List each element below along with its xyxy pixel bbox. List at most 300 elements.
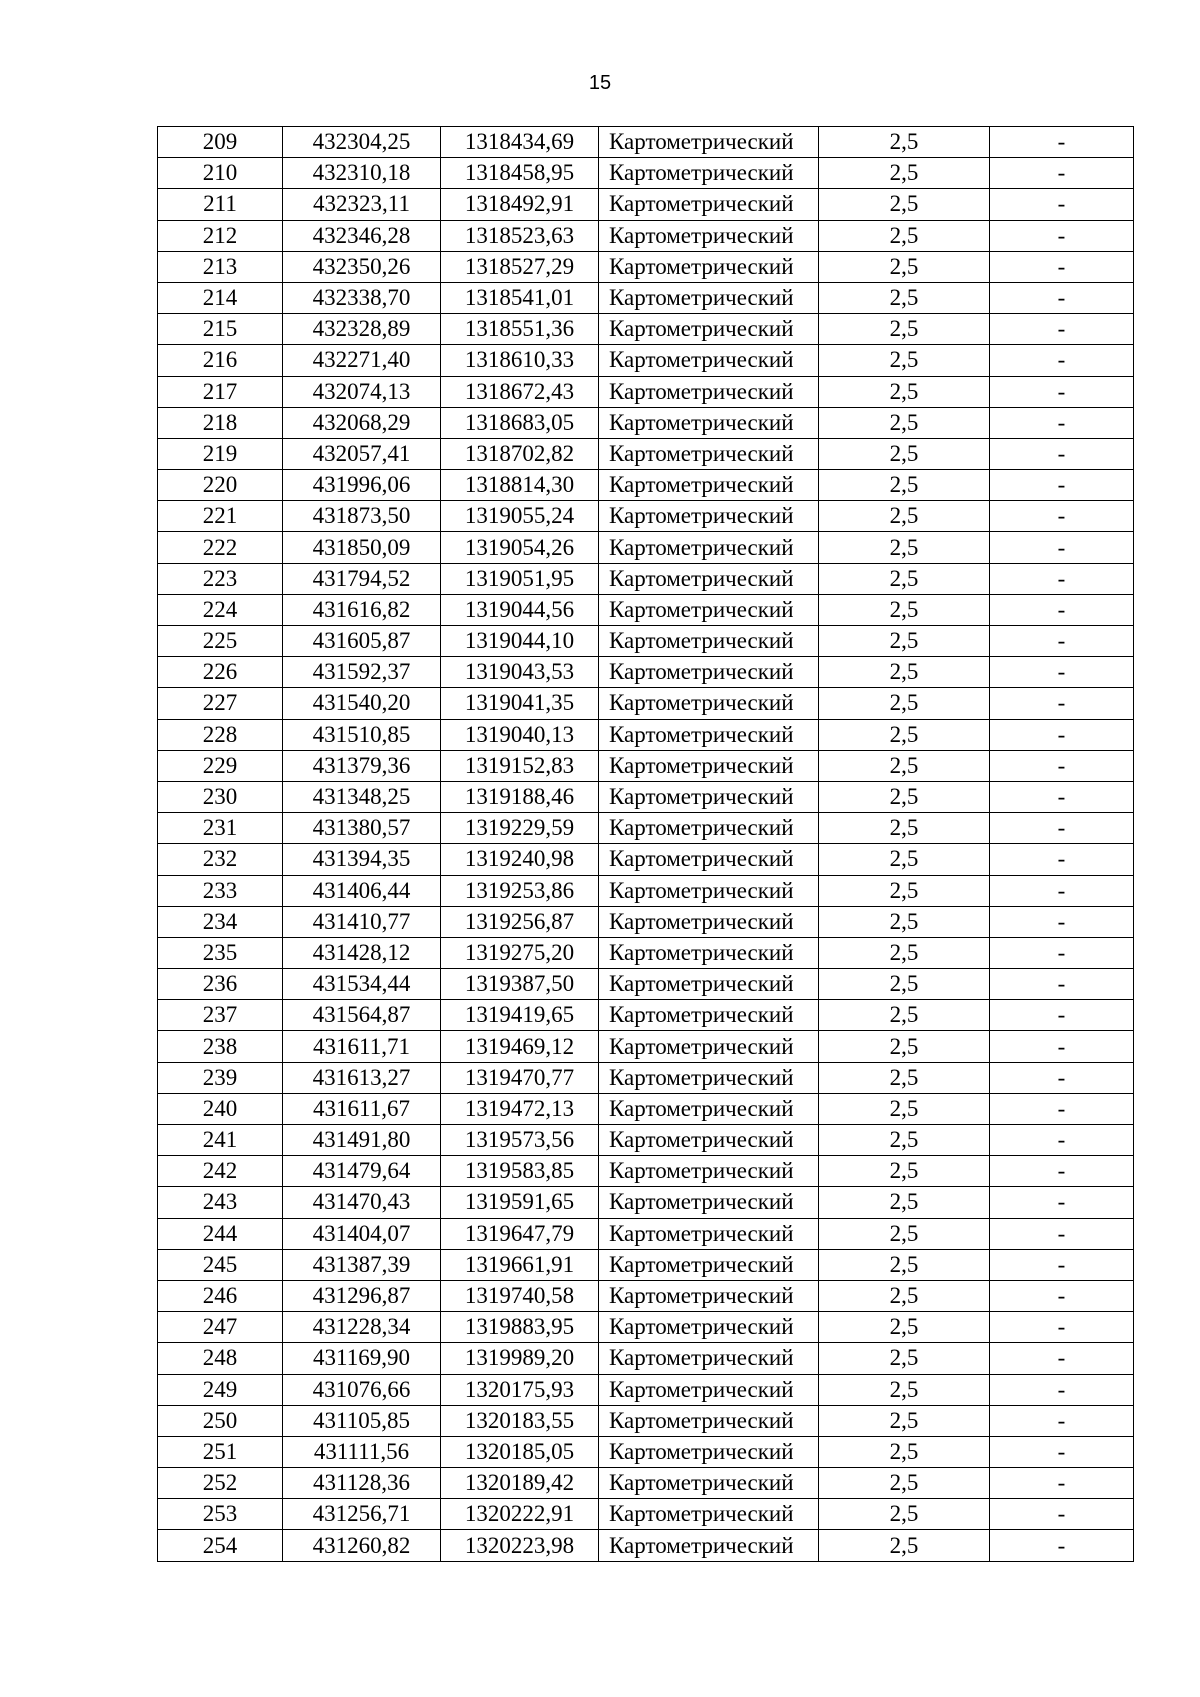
y-coordinate-cell: 1319188,46: [441, 781, 599, 812]
x-coordinate-cell: 431128,36: [283, 1468, 441, 1499]
y-coordinate-cell: 1319044,10: [441, 626, 599, 657]
x-coordinate-cell: 431387,39: [283, 1249, 441, 1280]
accuracy-cell: 2,5: [819, 719, 990, 750]
description-cell: -: [990, 376, 1134, 407]
description-cell: -: [990, 1468, 1134, 1499]
x-coordinate-cell: 431260,82: [283, 1530, 441, 1561]
accuracy-cell: 2,5: [819, 1312, 990, 1343]
y-coordinate-cell: 1318527,29: [441, 251, 599, 282]
description-cell: -: [990, 906, 1134, 937]
point-number-cell: 220: [158, 470, 283, 501]
method-cell: Картометрический: [599, 1156, 819, 1187]
method-cell: Картометрический: [599, 626, 819, 657]
table-row: [158, 314, 1134, 345]
description-cell: -: [990, 1218, 1134, 1249]
y-coordinate-cell: 1320183,55: [441, 1405, 599, 1436]
x-coordinate-cell: 432074,13: [283, 376, 441, 407]
y-coordinate-cell: 1319051,95: [441, 563, 599, 594]
table-row: [158, 1436, 1134, 1467]
accuracy-cell: 2,5: [819, 532, 990, 563]
x-coordinate-cell: 432323,11: [283, 189, 441, 220]
method-cell: Картометрический: [599, 282, 819, 313]
method-cell: Картометрический: [599, 1468, 819, 1499]
table-row: [158, 407, 1134, 438]
x-coordinate-cell: 431873,50: [283, 501, 441, 532]
x-coordinate-cell: 431404,07: [283, 1218, 441, 1249]
accuracy-cell: 2,5: [819, 563, 990, 594]
y-coordinate-cell: 1319240,98: [441, 844, 599, 875]
y-coordinate-cell: 1320223,98: [441, 1530, 599, 1561]
table-row: [158, 189, 1134, 220]
table-row: [158, 532, 1134, 563]
point-number-cell: 236: [158, 969, 283, 1000]
point-number-cell: 218: [158, 407, 283, 438]
accuracy-cell: 2,5: [819, 1374, 990, 1405]
y-coordinate-cell: 1319054,26: [441, 532, 599, 563]
point-number-cell: 251: [158, 1436, 283, 1467]
accuracy-cell: 2,5: [819, 1000, 990, 1031]
description-cell: -: [990, 750, 1134, 781]
method-cell: Картометрический: [599, 1218, 819, 1249]
method-cell: Картометрический: [599, 1031, 819, 1062]
method-cell: Картометрический: [599, 158, 819, 189]
point-number-cell: 244: [158, 1218, 283, 1249]
table-row: [158, 594, 1134, 625]
method-cell: Картометрический: [599, 1530, 819, 1561]
table-row: [158, 501, 1134, 532]
method-cell: Картометрический: [599, 532, 819, 563]
y-coordinate-cell: 1319419,65: [441, 1000, 599, 1031]
method-cell: Картометрический: [599, 875, 819, 906]
x-coordinate-cell: 431611,71: [283, 1031, 441, 1062]
accuracy-cell: 2,5: [819, 1405, 990, 1436]
point-number-cell: 227: [158, 688, 283, 719]
point-number-cell: 234: [158, 906, 283, 937]
method-cell: Картометрический: [599, 781, 819, 812]
y-coordinate-cell: 1318672,43: [441, 376, 599, 407]
method-cell: Картометрический: [599, 376, 819, 407]
description-cell: -: [990, 127, 1134, 158]
accuracy-cell: 2,5: [819, 626, 990, 657]
description-cell: -: [990, 813, 1134, 844]
method-cell: Картометрический: [599, 657, 819, 688]
y-coordinate-cell: 1319583,85: [441, 1156, 599, 1187]
point-number-cell: 214: [158, 282, 283, 313]
point-number-cell: 253: [158, 1499, 283, 1530]
description-cell: -: [990, 1530, 1134, 1561]
accuracy-cell: 2,5: [819, 1093, 990, 1124]
accuracy-cell: 2,5: [819, 969, 990, 1000]
point-number-cell: 219: [158, 438, 283, 469]
y-coordinate-cell: 1319472,13: [441, 1093, 599, 1124]
y-coordinate-cell: 1318523,63: [441, 220, 599, 251]
description-cell: -: [990, 1031, 1134, 1062]
method-cell: Картометрический: [599, 438, 819, 469]
coordinates-table-body: [158, 127, 1134, 1562]
point-number-cell: 213: [158, 251, 283, 282]
y-coordinate-cell: 1319573,56: [441, 1125, 599, 1156]
y-coordinate-cell: 1318541,01: [441, 282, 599, 313]
description-cell: -: [990, 844, 1134, 875]
table-row: [158, 251, 1134, 282]
y-coordinate-cell: 1319229,59: [441, 813, 599, 844]
accuracy-cell: 2,5: [819, 158, 990, 189]
table-row: [158, 1000, 1134, 1031]
y-coordinate-cell: 1319591,65: [441, 1187, 599, 1218]
page-number: 15: [588, 72, 612, 94]
point-number-cell: 232: [158, 844, 283, 875]
point-number-cell: 250: [158, 1405, 283, 1436]
point-number-cell: 209: [158, 127, 283, 158]
point-number-cell: 225: [158, 626, 283, 657]
table-row: [158, 438, 1134, 469]
table-row: [158, 1499, 1134, 1530]
y-coordinate-cell: 1319989,20: [441, 1343, 599, 1374]
method-cell: Картометрический: [599, 1000, 819, 1031]
method-cell: Картометрический: [599, 1312, 819, 1343]
method-cell: Картометрический: [599, 969, 819, 1000]
table-row: [158, 127, 1134, 158]
y-coordinate-cell: 1318458,95: [441, 158, 599, 189]
description-cell: -: [990, 719, 1134, 750]
y-coordinate-cell: 1319152,83: [441, 750, 599, 781]
x-coordinate-cell: 431379,36: [283, 750, 441, 781]
table-row: [158, 158, 1134, 189]
point-number-cell: 211: [158, 189, 283, 220]
description-cell: -: [990, 1374, 1134, 1405]
x-coordinate-cell: 431470,43: [283, 1187, 441, 1218]
description-cell: -: [990, 937, 1134, 968]
description-cell: -: [990, 1405, 1134, 1436]
table-row: [158, 719, 1134, 750]
description-cell: -: [990, 407, 1134, 438]
accuracy-cell: 2,5: [819, 750, 990, 781]
description-cell: -: [990, 282, 1134, 313]
accuracy-cell: 2,5: [819, 470, 990, 501]
y-coordinate-cell: 1319387,50: [441, 969, 599, 1000]
description-cell: -: [990, 1499, 1134, 1530]
y-coordinate-cell: 1319044,56: [441, 594, 599, 625]
point-number-cell: 254: [158, 1530, 283, 1561]
y-coordinate-cell: 1320175,93: [441, 1374, 599, 1405]
method-cell: Картометрический: [599, 1062, 819, 1093]
description-cell: -: [990, 1312, 1134, 1343]
point-number-cell: 249: [158, 1374, 283, 1405]
table-row: [158, 563, 1134, 594]
x-coordinate-cell: 432328,89: [283, 314, 441, 345]
table-row: [158, 626, 1134, 657]
accuracy-cell: 2,5: [819, 875, 990, 906]
y-coordinate-cell: 1318551,36: [441, 314, 599, 345]
method-cell: Картометрический: [599, 501, 819, 532]
x-coordinate-cell: 431605,87: [283, 626, 441, 657]
method-cell: Картометрический: [599, 220, 819, 251]
description-cell: -: [990, 438, 1134, 469]
table-row: [158, 376, 1134, 407]
point-number-cell: 212: [158, 220, 283, 251]
y-coordinate-cell: 1318814,30: [441, 470, 599, 501]
y-coordinate-cell: 1319256,87: [441, 906, 599, 937]
description-cell: -: [990, 1187, 1134, 1218]
accuracy-cell: 2,5: [819, 657, 990, 688]
x-coordinate-cell: 431564,87: [283, 1000, 441, 1031]
table-row: [158, 688, 1134, 719]
description-cell: -: [990, 969, 1134, 1000]
method-cell: Картометрический: [599, 345, 819, 376]
table-row: [158, 1374, 1134, 1405]
table-row: [158, 470, 1134, 501]
x-coordinate-cell: 431491,80: [283, 1125, 441, 1156]
description-cell: -: [990, 1156, 1134, 1187]
y-coordinate-cell: 1318610,33: [441, 345, 599, 376]
method-cell: Картометрический: [599, 1436, 819, 1467]
x-coordinate-cell: 431076,66: [283, 1374, 441, 1405]
y-coordinate-cell: 1319040,13: [441, 719, 599, 750]
table-row: [158, 220, 1134, 251]
x-coordinate-cell: 431616,82: [283, 594, 441, 625]
description-cell: -: [990, 563, 1134, 594]
accuracy-cell: 2,5: [819, 189, 990, 220]
point-number-cell: 248: [158, 1343, 283, 1374]
table-row: [158, 1405, 1134, 1436]
description-cell: -: [990, 875, 1134, 906]
accuracy-cell: 2,5: [819, 1280, 990, 1311]
table-row: [158, 1156, 1134, 1187]
accuracy-cell: 2,5: [819, 1530, 990, 1561]
accuracy-cell: 2,5: [819, 1062, 990, 1093]
accuracy-cell: 2,5: [819, 127, 990, 158]
accuracy-cell: 2,5: [819, 1436, 990, 1467]
y-coordinate-cell: 1319043,53: [441, 657, 599, 688]
x-coordinate-cell: 431540,20: [283, 688, 441, 719]
x-coordinate-cell: 431111,56: [283, 1436, 441, 1467]
y-coordinate-cell: 1318683,05: [441, 407, 599, 438]
y-coordinate-cell: 1319470,77: [441, 1062, 599, 1093]
point-number-cell: 210: [158, 158, 283, 189]
accuracy-cell: 2,5: [819, 1249, 990, 1280]
point-number-cell: 238: [158, 1031, 283, 1062]
method-cell: Картометрический: [599, 1280, 819, 1311]
table-row: [158, 906, 1134, 937]
description-cell: -: [990, 189, 1134, 220]
description-cell: -: [990, 657, 1134, 688]
method-cell: Картометрический: [599, 1125, 819, 1156]
accuracy-cell: 2,5: [819, 813, 990, 844]
accuracy-cell: 2,5: [819, 1343, 990, 1374]
x-coordinate-cell: 432057,41: [283, 438, 441, 469]
x-coordinate-cell: 431613,27: [283, 1062, 441, 1093]
x-coordinate-cell: 432310,18: [283, 158, 441, 189]
point-number-cell: 223: [158, 563, 283, 594]
accuracy-cell: 2,5: [819, 345, 990, 376]
table-row: [158, 844, 1134, 875]
description-cell: -: [990, 220, 1134, 251]
description-cell: -: [990, 1062, 1134, 1093]
x-coordinate-cell: 431850,09: [283, 532, 441, 563]
accuracy-cell: 2,5: [819, 937, 990, 968]
y-coordinate-cell: 1319055,24: [441, 501, 599, 532]
method-cell: Картометрический: [599, 719, 819, 750]
x-coordinate-cell: 432271,40: [283, 345, 441, 376]
description-cell: -: [990, 158, 1134, 189]
x-coordinate-cell: 431105,85: [283, 1405, 441, 1436]
accuracy-cell: 2,5: [819, 251, 990, 282]
x-coordinate-cell: 431256,71: [283, 1499, 441, 1530]
y-coordinate-cell: 1319275,20: [441, 937, 599, 968]
table-row: [158, 813, 1134, 844]
point-number-cell: 242: [158, 1156, 283, 1187]
description-cell: -: [990, 1125, 1134, 1156]
method-cell: Картометрический: [599, 1093, 819, 1124]
table-row: [158, 969, 1134, 1000]
x-coordinate-cell: 431228,34: [283, 1312, 441, 1343]
table-row: [158, 1312, 1134, 1343]
method-cell: Картометрический: [599, 1405, 819, 1436]
x-coordinate-cell: 431348,25: [283, 781, 441, 812]
description-cell: -: [990, 345, 1134, 376]
accuracy-cell: 2,5: [819, 1031, 990, 1062]
accuracy-cell: 2,5: [819, 501, 990, 532]
point-number-cell: 230: [158, 781, 283, 812]
description-cell: -: [990, 1343, 1134, 1374]
accuracy-cell: 2,5: [819, 594, 990, 625]
method-cell: Картометрический: [599, 189, 819, 220]
accuracy-cell: 2,5: [819, 220, 990, 251]
point-number-cell: 245: [158, 1249, 283, 1280]
description-cell: -: [990, 314, 1134, 345]
x-coordinate-cell: 432068,29: [283, 407, 441, 438]
description-cell: -: [990, 1280, 1134, 1311]
method-cell: Картометрический: [599, 1343, 819, 1374]
point-number-cell: 221: [158, 501, 283, 532]
y-coordinate-cell: 1318702,82: [441, 438, 599, 469]
method-cell: Картометрический: [599, 1499, 819, 1530]
method-cell: Картометрический: [599, 563, 819, 594]
description-cell: -: [990, 688, 1134, 719]
method-cell: Картометрический: [599, 844, 819, 875]
point-number-cell: 246: [158, 1280, 283, 1311]
table-row: [158, 1062, 1134, 1093]
y-coordinate-cell: 1318434,69: [441, 127, 599, 158]
coordinates-table: [157, 126, 1134, 1562]
table-row: [158, 1280, 1134, 1311]
accuracy-cell: 2,5: [819, 844, 990, 875]
method-cell: Картометрический: [599, 688, 819, 719]
description-cell: -: [990, 1000, 1134, 1031]
accuracy-cell: 2,5: [819, 438, 990, 469]
point-number-cell: 247: [158, 1312, 283, 1343]
point-number-cell: 237: [158, 1000, 283, 1031]
description-cell: -: [990, 594, 1134, 625]
point-number-cell: 243: [158, 1187, 283, 1218]
x-coordinate-cell: 432304,25: [283, 127, 441, 158]
description-cell: -: [990, 1249, 1134, 1280]
method-cell: Картометрический: [599, 470, 819, 501]
table-row: [158, 750, 1134, 781]
table-row: [158, 1343, 1134, 1374]
accuracy-cell: 2,5: [819, 1468, 990, 1499]
y-coordinate-cell: 1320185,05: [441, 1436, 599, 1467]
accuracy-cell: 2,5: [819, 282, 990, 313]
table-row: [158, 1093, 1134, 1124]
accuracy-cell: 2,5: [819, 1187, 990, 1218]
accuracy-cell: 2,5: [819, 1125, 990, 1156]
accuracy-cell: 2,5: [819, 688, 990, 719]
method-cell: Картометрический: [599, 1187, 819, 1218]
accuracy-cell: 2,5: [819, 1156, 990, 1187]
point-number-cell: 240: [158, 1093, 283, 1124]
x-coordinate-cell: 431169,90: [283, 1343, 441, 1374]
accuracy-cell: 2,5: [819, 314, 990, 345]
point-number-cell: 217: [158, 376, 283, 407]
point-number-cell: 252: [158, 1468, 283, 1499]
description-cell: -: [990, 1436, 1134, 1467]
point-number-cell: 222: [158, 532, 283, 563]
x-coordinate-cell: 431394,35: [283, 844, 441, 875]
table-row: [158, 1218, 1134, 1249]
method-cell: Картометрический: [599, 407, 819, 438]
y-coordinate-cell: 1319883,95: [441, 1312, 599, 1343]
accuracy-cell: 2,5: [819, 906, 990, 937]
method-cell: Картометрический: [599, 594, 819, 625]
table-row: [158, 282, 1134, 313]
table-row: [158, 1031, 1134, 1062]
method-cell: Картометрический: [599, 813, 819, 844]
accuracy-cell: 2,5: [819, 1218, 990, 1249]
method-cell: Картометрический: [599, 127, 819, 158]
point-number-cell: 215: [158, 314, 283, 345]
x-coordinate-cell: 431510,85: [283, 719, 441, 750]
method-cell: Картометрический: [599, 906, 819, 937]
y-coordinate-cell: 1320189,42: [441, 1468, 599, 1499]
x-coordinate-cell: 431479,64: [283, 1156, 441, 1187]
table-row: [158, 1249, 1134, 1280]
point-number-cell: 228: [158, 719, 283, 750]
x-coordinate-cell: 431996,06: [283, 470, 441, 501]
point-number-cell: 231: [158, 813, 283, 844]
method-cell: Картометрический: [599, 750, 819, 781]
x-coordinate-cell: 431296,87: [283, 1280, 441, 1311]
y-coordinate-cell: 1319661,91: [441, 1249, 599, 1280]
point-number-cell: 229: [158, 750, 283, 781]
point-number-cell: 233: [158, 875, 283, 906]
x-coordinate-cell: 432338,70: [283, 282, 441, 313]
table-row: [158, 937, 1134, 968]
description-cell: -: [990, 532, 1134, 563]
table-row: [158, 1530, 1134, 1561]
x-coordinate-cell: 431534,44: [283, 969, 441, 1000]
accuracy-cell: 2,5: [819, 407, 990, 438]
method-cell: Картометрический: [599, 1374, 819, 1405]
x-coordinate-cell: 431428,12: [283, 937, 441, 968]
x-coordinate-cell: 431380,57: [283, 813, 441, 844]
y-coordinate-cell: 1320222,91: [441, 1499, 599, 1530]
description-cell: -: [990, 251, 1134, 282]
x-coordinate-cell: 431410,77: [283, 906, 441, 937]
x-coordinate-cell: 431611,67: [283, 1093, 441, 1124]
method-cell: Картометрический: [599, 314, 819, 345]
table-row: [158, 781, 1134, 812]
x-coordinate-cell: 431794,52: [283, 563, 441, 594]
point-number-cell: 241: [158, 1125, 283, 1156]
y-coordinate-cell: 1319253,86: [441, 875, 599, 906]
y-coordinate-cell: 1319740,58: [441, 1280, 599, 1311]
table-row: [158, 1125, 1134, 1156]
table-row: [158, 875, 1134, 906]
table-row: [158, 1187, 1134, 1218]
y-coordinate-cell: 1319041,35: [441, 688, 599, 719]
description-cell: -: [990, 501, 1134, 532]
